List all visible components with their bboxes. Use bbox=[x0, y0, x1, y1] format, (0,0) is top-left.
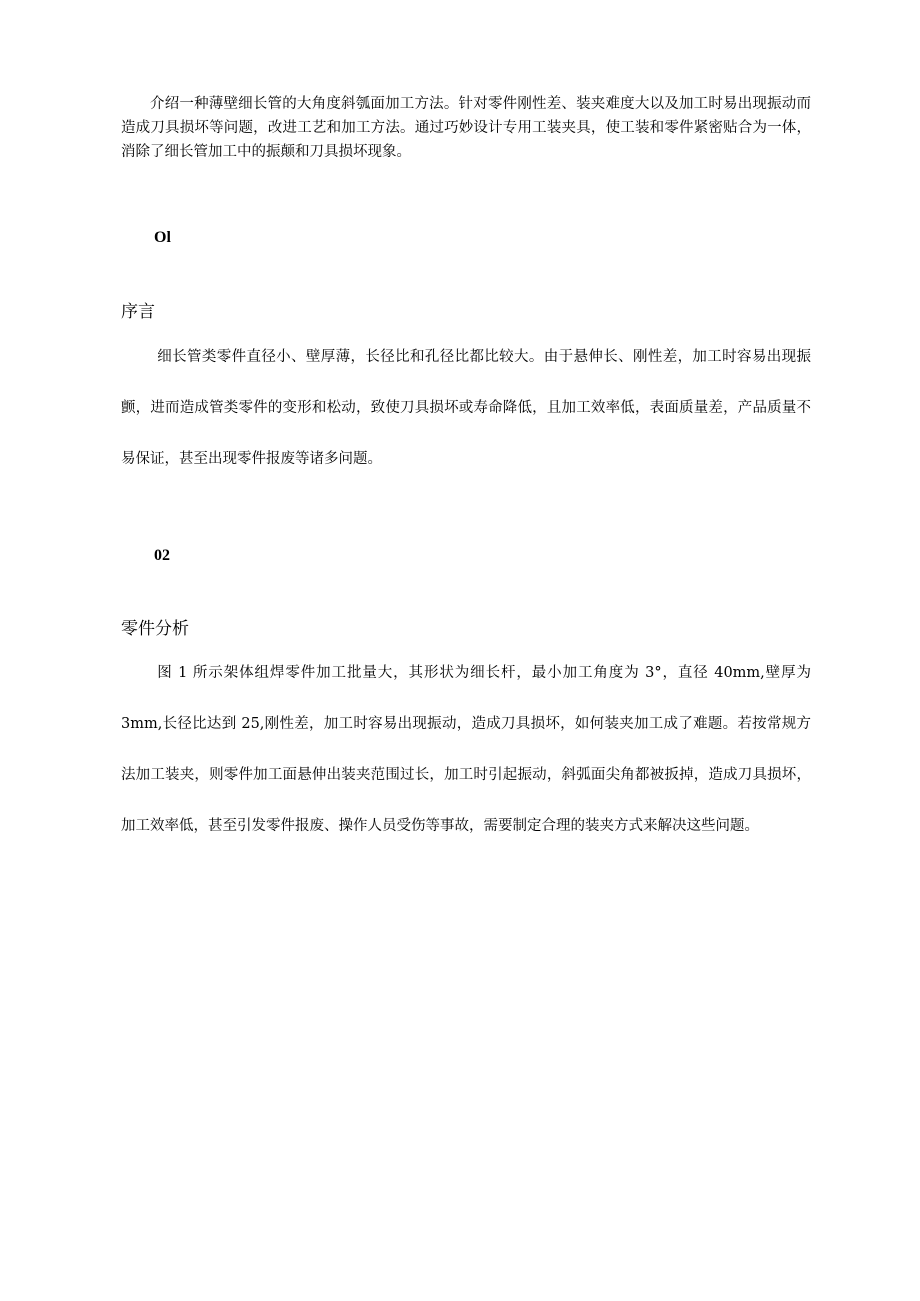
section-title-preface: 序言 bbox=[121, 302, 155, 322]
section-paragraph-part-analysis: 图 1 所示架体组焊零件加工批量大，其形状为细长杆，最小加工角度为 3°，直径 40mm,壁厚为3mm,长径比达到 25,刚性差，加工时容易出现振动，造成刀具损坏，如何装夹加工成了难题。若按常规方法加工装夹，则零件加工面悬伸出装夹范围过长，加工时引起振动，斜弧面尖角都被扳掉，造成刀具损坏，加工效率低，甚至引发零件报废、操作人员受伤等事故，需要制定合理的装夹方式来解决这些问题。 bbox=[121, 665, 811, 834]
section-number-01: Ol bbox=[154, 229, 171, 246]
abstract-paragraph: 介绍一种薄壁细长管的大角度斜瓠面加工方法。针对零件刚性差、装夹难度大以及加工时易出现振动而造成刀具损坏等问题，改进工艺和加工方法。通过巧妙设计专用工装夹具，使工装和零件紧密贴合为一体，消除了细长管加工中的振颠和刀具损坏现象。 bbox=[121, 96, 811, 160]
section-title-part-analysis: 零件分析 bbox=[121, 619, 189, 639]
section-number-02: 02 bbox=[154, 547, 170, 564]
section-paragraph-preface: 细长管类零件直径小、壁厚薄，长径比和孔径比都比较大。由于悬伸长、刚性差，加工时容易出现振颤，进而造成管类零件的变形和松动，致使刀具损坏或寿命降低，且加工效率低，表面质量差，产品质量不易保证，甚至出现零件报废等诸多问题。 bbox=[121, 349, 811, 467]
